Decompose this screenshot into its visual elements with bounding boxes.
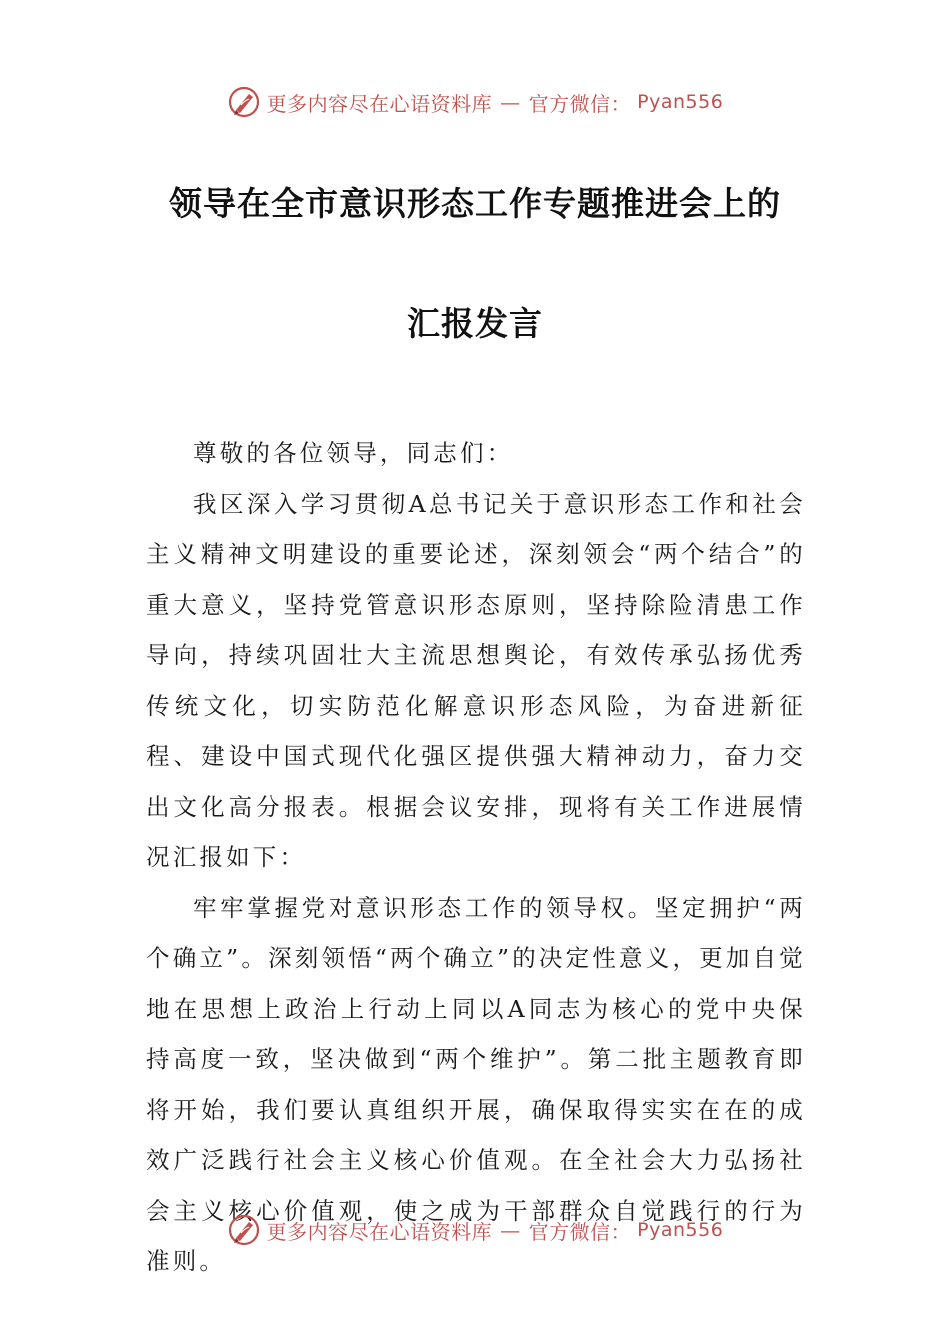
footer-watermark bbox=[0, 1212, 950, 1248]
document-title-line-1: 领导在全市意识形态工作专题推进会上的 bbox=[169, 184, 781, 223]
document-title-line-2: 汇报发言 bbox=[407, 304, 543, 343]
pen-logo-icon bbox=[227, 85, 261, 119]
watermark-text: 更多内容尽在心语资料库 bbox=[266, 91, 493, 116]
body-paragraph: 我区深入学习贯彻A总书记关于意识形态工作和社会主义精神文明建设的重要论述，深刻领会“两个结合”的重大意义，坚持党管意识形态原则，坚持除险清患工作导向，持续巩固壮大主流思想舆论，有效传承弘扬优秀传统文化，切实防范化解意识形态风险，为奋进新征程、建设中国式现代化强区提供强大精神动力，奋力交出文化高分报表。根据会议安排，现将有关工作进展情况汇报如下： bbox=[146, 489, 806, 871]
body-paragraph: 牢牢掌握党对意识形态工作的领导权。坚定拥护“两个确立”。深刻领悟“两个确立”的决定性意义，更加自觉地在思想上政治上行动上同以A同志为核心的党中央保持高度一致，坚决做到“两个维护”。第二批主题教育即将开始，我们要认真组织开展，确保取得实实在在的成效广泛践行社会主义核心价值观。在全社会大力弘扬社会主义核心价值观，使之成为干部群众自觉践行的行为准则。 bbox=[146, 893, 806, 1275]
header-watermark bbox=[0, 84, 950, 120]
watermark-wechat-id: Pyan556 bbox=[637, 91, 724, 113]
pen-logo-icon bbox=[227, 1213, 261, 1247]
watermark-wechat-label: 官方微信： bbox=[528, 1219, 632, 1244]
salutation: 尊敬的各位领导，同志们： bbox=[193, 439, 514, 467]
watermark-separator: — bbox=[500, 1218, 521, 1242]
watermark-separator: — bbox=[500, 90, 521, 114]
watermark-wechat-id: Pyan556 bbox=[637, 1219, 724, 1241]
watermark-wechat-label: 官方微信： bbox=[528, 91, 632, 116]
document-body bbox=[146, 428, 806, 1287]
watermark-text: 更多内容尽在心语资料库 bbox=[266, 1219, 493, 1244]
